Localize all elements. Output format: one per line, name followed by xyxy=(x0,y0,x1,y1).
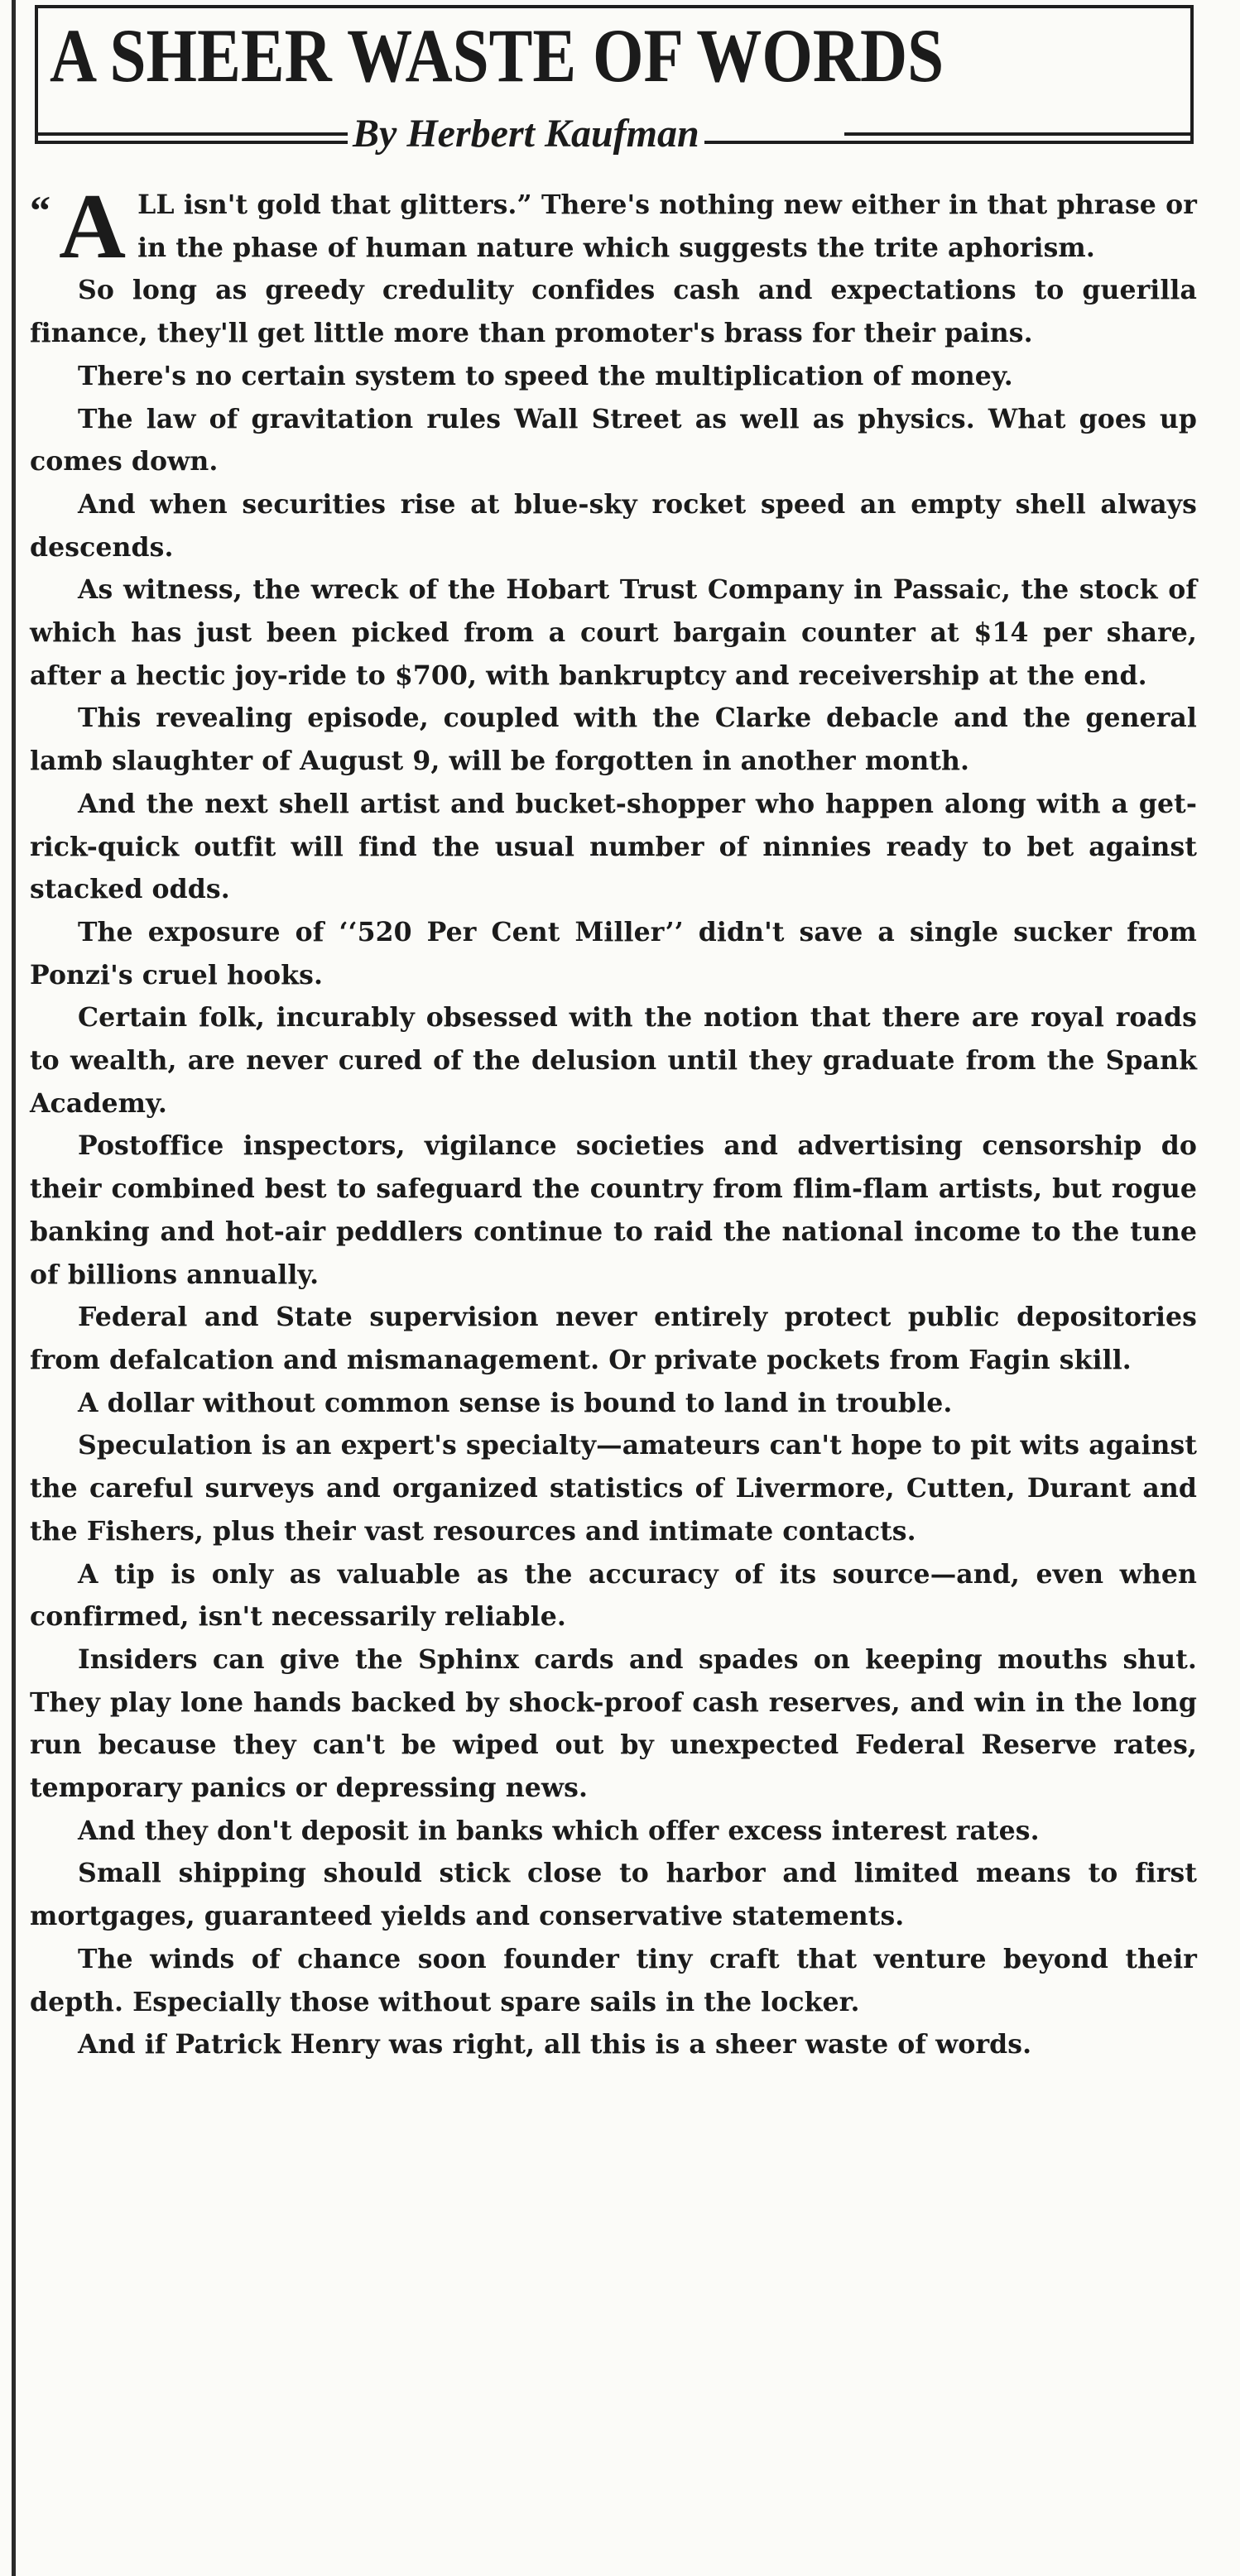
lead-text: LL isn't gold that glitters.” There's nothing new either in that phrase or in the phase of human nature which suggests the trite aphorism. xyxy=(137,189,1197,263)
paragraph: And when securities rise at blue-sky rocket speed an empty shell always descends. xyxy=(30,488,1197,563)
paragraph: Postoffice inspectors, vigilance societies and advertising censorship do their combined best to safeguard the country from flim-flam artists, but rogue banking and hot-air peddlers continue to raid the national income to the tune of billions annually. xyxy=(30,1130,1197,1290)
opening-quote-mark: “ xyxy=(30,187,51,233)
paragraph: Federal and State supervision never entirely protect public depositories from defalcation and mismanagement. Or private pockets from Fagin skill. xyxy=(30,1302,1197,1375)
paragraph: The winds of chance soon founder tiny craft that venture beyond their depth. Especially those without spare sails in the locker. xyxy=(30,1943,1197,2017)
paragraph: The exposure of ‘‘520 Per Cent Miller’’ didn't save a single sucker from Ponzi's cruel hooks. xyxy=(30,916,1197,991)
byline-rule-left xyxy=(35,132,382,136)
drop-cap: A xyxy=(59,175,127,278)
paragraph: The law of gravitation rules Wall Street as well as physics. What goes up comes down. xyxy=(30,403,1197,477)
paragraph: And if Patrick Henry was right, all this is a sheer waste of words. xyxy=(78,2029,1032,2060)
paragraph: And they don't deposit in banks which offer excess interest rates. xyxy=(78,1815,1040,1846)
paragraph: Speculation is an expert's specialty—amateurs can't hope to pit wits against the careful surveys and organized statistics of Livermore, Cutten, Durant and the Fishers, plus their vast resources and intimate contacts. xyxy=(30,1430,1197,1547)
paragraph: Small shipping should stick close to harbor and limited means to first mortgages, guaranteed yields and conservative statements. xyxy=(30,1858,1197,1932)
paragraph: A dollar without common sense is bound to land in trouble. xyxy=(78,1387,953,1418)
paragraph: So long as greedy credulity confides cash and expectations to guerilla finance, they'll get little more than promoter's brass for their pains. xyxy=(30,275,1197,349)
paragraph: As witness, the wreck of the Hobart Trust Company in Passaic, the stock of which has just been picked from a court bargain counter at $14 per share, after a hectic joy-ride to $700, with bankruptcy and receivership at the end. xyxy=(30,574,1197,691)
paragraph: A tip is only as valuable as the accuracy of its source—and, even when confirmed, isn't necessarily reliable. xyxy=(30,1558,1197,1633)
byline: By Herbert Kaufman xyxy=(348,111,704,157)
headline: A SHEER WASTE OF WORDS xyxy=(50,13,944,98)
paragraph: There's no certain system to speed the multiplication of money. xyxy=(78,360,1013,391)
paragraph: And the next shell artist and bucket-shopper who happen along with a get-rick-quick outfit will find the usual number of ninnies ready to bet against stacked odds. xyxy=(30,788,1197,905)
lead-paragraph xyxy=(30,175,1197,278)
paragraph: Certain folk, incurably obsessed with the notion that there are royal roads to wealth, are never cured of the delusion until they graduate from the Spank Academy. xyxy=(30,1002,1197,1119)
byline-rule-right xyxy=(844,132,1194,136)
paragraph: Insiders can give the Sphinx cards and spades on keeping mouths shut. They play lone hands backed by shock-proof cash reserves, and win in the long run because they can't be wiped out by unexpected Federal Reserve rates, temporary panics or depressing news. xyxy=(30,1643,1197,1804)
article-body xyxy=(30,175,1197,2066)
column-rule xyxy=(12,0,16,2576)
paragraph: This revealing episode, coupled with the Clarke debacle and the general lamb slaughter of August 9, will be forgotten in another month. xyxy=(30,703,1197,777)
